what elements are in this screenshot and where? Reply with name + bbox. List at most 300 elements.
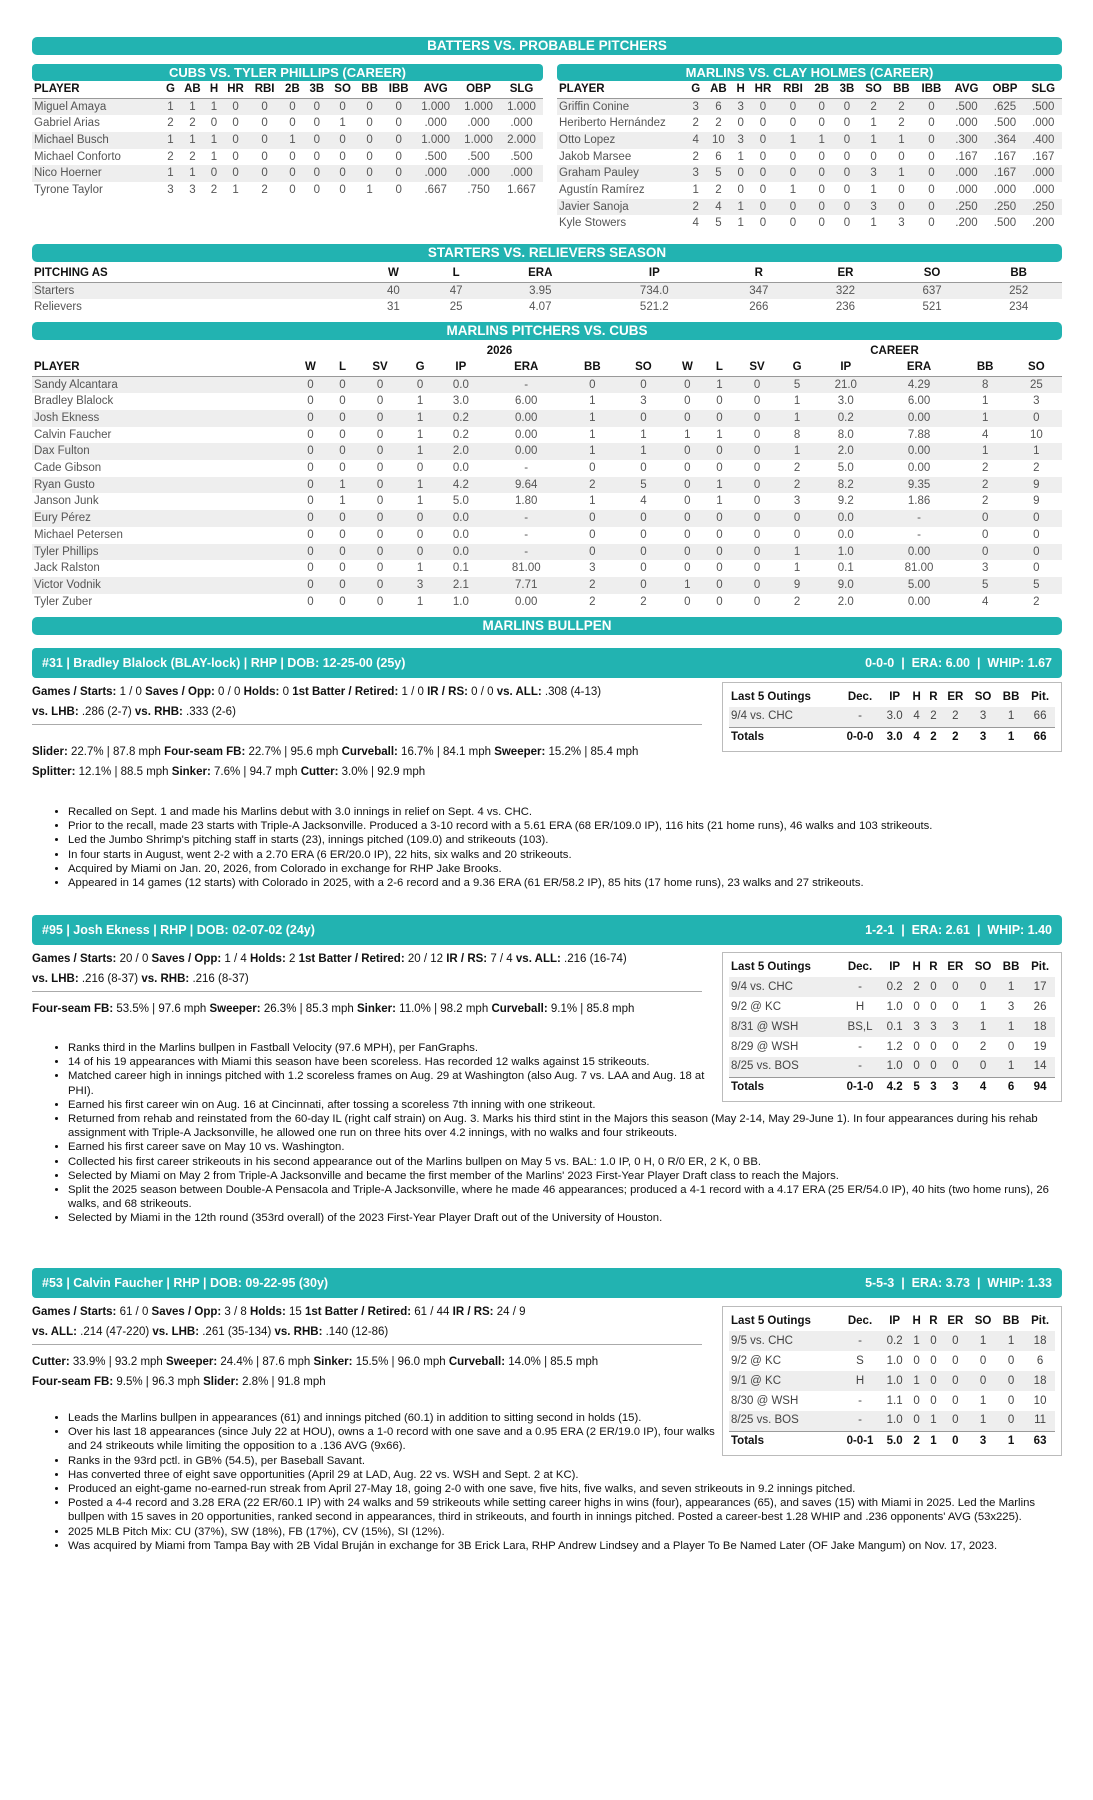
pitchers-vs-cubs-table (32, 342, 1062, 610)
stat-cell: 0 (733, 443, 781, 460)
stat-cell: 0 (567, 544, 618, 561)
stat-cell: 1 (416, 428, 424, 441)
player-name: Michael Busch (32, 132, 162, 149)
stat-cell: 0 (339, 395, 346, 408)
table-row (32, 393, 1062, 410)
outing-cell: 1 (908, 1371, 925, 1391)
stat-cell: .250 (1025, 199, 1062, 216)
stat-cell: 0 (292, 544, 329, 561)
stat-cell: 1 (280, 132, 304, 149)
stat-cell: 0 (753, 595, 761, 608)
column-header: OBP (457, 81, 500, 98)
stat-cell: 0 (818, 117, 825, 130)
divider (32, 1344, 702, 1345)
outing-cell: 0 (908, 1411, 925, 1431)
column-header: PLAYER (32, 359, 292, 376)
stat-cell: 2 (692, 117, 699, 130)
pitcher-notes (32, 1041, 1062, 1226)
stat-cell: 0 (706, 510, 733, 527)
note-item: • Has converted three of eight save opportunities (April 29 at LAD, Aug. 22 vs. WSH and Sept. 2 at KC). (68, 1468, 718, 1482)
player-name: Otto Lopez (557, 132, 687, 149)
separator: | (970, 1276, 988, 1290)
column-header: 2B (809, 81, 834, 98)
stat-value: 1 / 4 (221, 953, 250, 965)
stat-label: Games / Starts: (32, 1306, 117, 1318)
stat-cell: 1 (981, 395, 989, 408)
stat-value: 11.0% | 98.2 mph (395, 1003, 492, 1015)
stat-value: 1 / 0 (398, 686, 428, 698)
stat-label: Curveball: (448, 1356, 506, 1368)
stat-cell: - (524, 462, 529, 475)
column-header: L (425, 265, 488, 282)
stat-cell: .400 (1025, 132, 1062, 149)
note-item: • Leads the Marlins bullpen in appearances (61) and innings pitched (60.1) in addition to sitting second in holds (15). (68, 1411, 718, 1425)
totals-cell: 6 (997, 1077, 1025, 1097)
stat-cell: .250 (948, 199, 986, 216)
stat-cell: 2 (860, 98, 888, 115)
pitcher-id: #53 | Calvin Faucher | RHP | DOB: 09-22-95 (30y) (42, 1276, 329, 1290)
stat-cell: 1 (179, 132, 206, 149)
outing-cell: 4 (908, 707, 925, 727)
column-header: SO (860, 81, 888, 98)
stat-value: .216 (16-74) (560, 953, 627, 965)
note-item: • Ranks in the 93rd pctl. in GB% (54.5), per Baseball Savant. (68, 1454, 718, 1468)
column-header: ER (947, 691, 964, 703)
outing-cell: 2 (979, 1040, 987, 1053)
stat-cell: 0 (567, 510, 618, 527)
stat-cell: 0 (777, 98, 809, 115)
stat-cell: 0 (834, 165, 859, 182)
stat-cell: 0.0 (436, 510, 486, 527)
column-header: SV (356, 359, 404, 376)
table-row (557, 98, 1062, 115)
note-item: • Earned his first career win on Aug. 16 at Cincinnati, after tossing a scoreless 7th inning with one strikeout. (68, 1098, 718, 1112)
stat-label: Sweeper: (494, 746, 546, 758)
stat-cell: 6 (715, 150, 722, 163)
stat-cell: 0 (843, 150, 851, 163)
stat-cell: 0 (733, 477, 781, 494)
column-header: SO (1011, 359, 1062, 376)
stat-cell: 0 (339, 184, 346, 197)
stat-cell: 0 (669, 376, 706, 393)
stat-cell: 2 (640, 595, 647, 608)
stat-cell: 0 (753, 495, 761, 508)
note-item: • Collected his first career strikeouts in his second appearance out of the Marlins bullpen on May 5 vs. BAL: 1.0 IP, 0 H, 0 R/0 ER, 2 K, 0 BB. (68, 1155, 1062, 1169)
stat-cell: 0 (640, 562, 647, 575)
stat-cell: 31 (386, 301, 400, 314)
stat-cell: 637 (889, 282, 976, 299)
player-name: Kyle Stowers (559, 217, 627, 230)
stat-cell: 0 (733, 577, 781, 594)
stat-cell: 2 (167, 117, 174, 130)
stat-cell: .200 (955, 217, 978, 230)
stat-cell: 0 (928, 117, 935, 130)
stat-cell: 2 (887, 98, 915, 115)
stat-cell: 0 (777, 199, 809, 216)
stat-value: 24 / 9 (493, 1306, 526, 1318)
stat-cell: .500 (424, 150, 447, 163)
last-5-header (729, 687, 1055, 707)
stat-cell: 0 (329, 510, 356, 527)
stat-cell: 2 (189, 117, 196, 130)
column-header: G (162, 81, 179, 98)
stat-cell: 1 (781, 544, 813, 561)
stat-cell: 0 (307, 395, 314, 408)
stat-cell: 0 (777, 165, 809, 182)
column-header: ERA (878, 359, 959, 376)
pitch-mix (32, 742, 702, 762)
stat-cell: - (486, 376, 567, 393)
outing-cell: 0 (925, 1371, 942, 1391)
stat-cell: 0 (1011, 410, 1062, 427)
player-name: Starters (32, 282, 362, 299)
player-name: Nico Hoerner (32, 165, 162, 182)
column-header: IP (889, 1315, 901, 1327)
totals-cell: 1 (997, 727, 1025, 747)
outing-cell: 14 (1025, 1057, 1055, 1077)
note-item: • 14 of his 19 appearances with Miami this season have been scoreless. Has recorded 12 walks against 15 strikeouts. (68, 1055, 718, 1069)
table-row (557, 215, 1062, 232)
column-header: W (669, 359, 706, 376)
outing-cell: 19 (1033, 1040, 1047, 1053)
outing-cell: 0 (952, 1394, 959, 1407)
stat-cell: 5.0 (837, 462, 854, 475)
stat-cell: 0 (307, 528, 314, 541)
cubs-vs-table (32, 64, 543, 199)
stat-cell: 0 (292, 410, 329, 427)
totals-cell: 3 (969, 1431, 997, 1451)
stat-label: Sinker: (171, 766, 211, 778)
stat-cell: 0 (289, 184, 296, 197)
stat-value: 7 / 4 (487, 953, 516, 965)
stat-cell: 0 (706, 544, 733, 561)
stat-cell: 0 (292, 510, 329, 527)
stat-cell: .200 (1032, 217, 1055, 230)
stat-label: Cutter: (300, 766, 339, 778)
stat-value: 7.6% | 94.7 mph (210, 766, 301, 778)
stat-cell: 0 (960, 544, 1011, 561)
outing-cell: 10 (1033, 1394, 1047, 1407)
stat-cell: 1 (416, 395, 424, 408)
stat-label: Sinker: (313, 1356, 353, 1368)
stat-cell: 1.000 (457, 98, 500, 115)
player-name: Griffin Conine (557, 98, 687, 115)
record: 1-2-1 (865, 923, 895, 937)
note-item: • Was acquired by Miami from Tampa Bay with 2B Vidal Bruján in exchange for 3B Erick Lara, RHP Andrew Lindsey and a Player To Be Named Later (OF Jake Mangum) on Nov. 17, 2023. (68, 1539, 1062, 1553)
outing-cell: 1 (925, 1411, 942, 1431)
stat-cell: 266 (749, 301, 769, 314)
stat-label: Sweeper: (209, 1003, 261, 1015)
stat-cell: 1 (793, 395, 801, 408)
column-header: IP (813, 359, 878, 376)
pitcher-header (32, 648, 1062, 678)
column-header: G (404, 359, 436, 376)
stat-cell: 1 (793, 562, 801, 575)
column-header: BB (887, 81, 915, 98)
stat-cell: - (917, 528, 921, 541)
note-item: • Posted a 4-4 record and 3.28 ERA (22 ER/60.1 IP) with 24 walks and 59 strikeouts while setting career highs in wins (four), appearances (65), and saves (15) with Miami in 2025. Led the Marlins bullpen with 15 saves in 20 opportunities, ranked second in appearances, third in strikeouts, and fourth in innings pitched. Posted a career-best 1.28 WHIP and .236 opponents' AVG (53x225). (68, 1496, 1062, 1524)
outing-cell: 1.0 (881, 1057, 908, 1077)
stat-cell: 1 (567, 443, 618, 460)
outing-cell: 3 (908, 1017, 925, 1037)
stat-cell: 0 (706, 577, 733, 594)
stat-cell: 0 (404, 510, 436, 527)
stat-cell: 1 (860, 132, 888, 149)
stat-cell: 5.00 (878, 577, 959, 594)
stat-cell: 0.00 (878, 410, 959, 427)
stat-cell: 0 (307, 428, 314, 441)
stat-cell: 0 (684, 528, 691, 541)
career-label: CAREER (870, 344, 919, 357)
stat-cell: 1.80 (515, 495, 538, 508)
whip: WHIP: 1.40 (987, 923, 1052, 937)
outing-cell: H (855, 1000, 865, 1013)
column-header: IP (889, 691, 901, 703)
outing-cell: 0 (913, 1394, 920, 1407)
stat-cell: 1.000 (457, 132, 500, 149)
stat-cell: 2.1 (436, 577, 486, 594)
stat-cell: 0 (307, 495, 314, 508)
stat-cell: 0 (669, 510, 706, 527)
stat-cell: 0 (356, 477, 404, 494)
outing-cell: 1 (997, 707, 1025, 727)
stat-cell: 252 (975, 282, 1062, 299)
stat-cell: 40 (362, 282, 425, 299)
separator: | (894, 656, 912, 670)
pitcher-id: #31 | Bradley Blalock (BLAY-lock) | RHP | DOB: 12-25-00 (25y) (42, 656, 406, 670)
stat-cell: 0 (887, 199, 915, 216)
stat-cell: 0 (834, 98, 859, 115)
table-row (32, 165, 543, 182)
player-name: Sandy Alcantara (32, 376, 292, 393)
stat-label: vs. ALL: (515, 953, 561, 965)
stat-label: Saves / Opp: (151, 1306, 222, 1318)
outing-row (729, 977, 1055, 997)
stat-label: Games / Starts: (32, 953, 117, 965)
stat-cell: 0 (289, 117, 296, 130)
stat-cell: 0 (329, 98, 356, 115)
stat-cell: 5.0 (452, 495, 469, 508)
stat-cell: 0 (706, 410, 733, 427)
section-header-pitchers-vs-cubs: MARLINS PITCHERS VS. CUBS (32, 322, 1062, 340)
stat-cell: 0 (818, 150, 825, 163)
stat-label: vs. LHB: (32, 706, 79, 718)
stat-cell: 0 (733, 510, 781, 527)
stat-value: 9.5% | 96.3 mph (113, 1376, 204, 1388)
stat-cell: 0 (339, 595, 346, 608)
column-header: Dec. (847, 1315, 873, 1327)
outing-cell: 9/1 @ KC (729, 1371, 839, 1391)
stat-cell: 1.0 (813, 544, 878, 561)
stat-cell: 9 (1033, 495, 1040, 508)
table-row (32, 544, 1062, 561)
stat-cell: 1.000 (500, 98, 543, 115)
outing-cell: 9/5 vs. CHC (729, 1331, 839, 1351)
stat-cell: 0 (329, 410, 356, 427)
stat-cell: 1 (887, 132, 915, 149)
player-name: Jakob Marsee (559, 150, 632, 163)
stat-value: 1 / 0 (116, 686, 146, 698)
outing-cell: 1 (979, 1000, 987, 1013)
stat-cell: 0 (339, 562, 346, 575)
section-header-starters-relievers: STARTERS VS. RELIEVERS SEASON (32, 244, 1062, 262)
stat-cell: 234 (1009, 301, 1029, 314)
outing-cell: 0 (942, 1057, 969, 1077)
stat-cell: 0 (329, 376, 356, 393)
last-5-header (729, 1311, 1055, 1331)
note-item: • Matched career high in innings pitched with 1.2 scoreless frames on Aug. 29 at Washington (also Aug. 7 vs. LAA and Aug. 18 at PHI). (68, 1069, 718, 1097)
stat-cell: .000 (955, 184, 978, 197)
stat-cell: 1 (809, 132, 834, 149)
stat-cell: 1 (870, 184, 877, 197)
stat-cell: 0 (232, 150, 239, 163)
stat-cell: 0.0 (452, 462, 469, 475)
outing-cell: 0 (952, 1000, 959, 1013)
outing-cell: 1 (969, 1017, 997, 1037)
stat-cell: 0.1 (837, 562, 854, 575)
outing-cell: S (856, 1354, 864, 1367)
pitch-mix (32, 1372, 702, 1392)
note-item: • Prior to the recall, made 23 starts with Triple-A Jacksonville. Produced a 3-10 record with a 5.61 ERA (68 ER/109.0 IP), 116 hits (21 home runs), 46 walks and 103 strikeouts. (68, 819, 1062, 833)
stat-cell: 1 (206, 132, 222, 149)
stat-cell: 0 (329, 544, 356, 561)
stat-cell: 0 (329, 165, 356, 182)
column-header: BB (975, 265, 1062, 282)
stat-cell: 1 (339, 117, 346, 130)
outing-cell: BS,L (839, 1017, 881, 1037)
stat-value: .216 (8-37) (78, 973, 142, 985)
column-header: IBB (383, 81, 414, 98)
outing-row (729, 1391, 1055, 1411)
table-row (32, 427, 1062, 444)
stat-cell: 0.00 (486, 410, 567, 427)
stat-cell: 0 (366, 150, 373, 163)
stat-cell: 4 (687, 132, 705, 149)
stat-cell: 0 (383, 98, 414, 115)
stat-label: Sinker: (356, 1003, 396, 1015)
outing-cell: 0 (952, 1354, 959, 1367)
stat-value: 22.7% | 87.8 mph (67, 746, 165, 758)
column-header: Pit. (1031, 961, 1050, 973)
stat-cell: 0 (395, 117, 402, 130)
stat-cell: 47 (425, 282, 488, 299)
outing-cell: 3 (1007, 1000, 1015, 1013)
column-header: AB (179, 81, 206, 98)
stat-cell: 3 (898, 217, 905, 230)
usage-stats (32, 682, 702, 702)
stat-cell: 0 (733, 544, 781, 561)
stat-cell: 0 (292, 577, 329, 594)
split-stats (32, 702, 702, 722)
outing-cell: 1 (997, 1017, 1025, 1037)
totals-cell: 0-0-1 (839, 1431, 881, 1451)
column-header: SO (974, 691, 992, 703)
stat-cell: 0 (210, 117, 218, 130)
stat-cell: 0 (376, 462, 384, 475)
stat-cell: 6.00 (907, 395, 931, 408)
column-header: RBI (249, 81, 280, 98)
stat-cell: 2.0 (813, 443, 878, 460)
stat-cell: 1 (789, 184, 797, 197)
column-header: BB (567, 359, 618, 376)
stat-cell: 2 (715, 117, 722, 130)
stat-cell: 1 (162, 98, 179, 115)
split-stats (32, 1322, 702, 1342)
column-header: SV (733, 359, 781, 376)
stat-cell: 0 (249, 98, 280, 115)
column-header: SO (618, 359, 669, 376)
stat-cell: .000 (948, 165, 986, 182)
outing-cell: 3 (942, 1017, 969, 1037)
stat-cell: 1 (404, 477, 436, 494)
pitcher-id: #95 | Josh Ekness | RHP | DOB: 02-07-02 (24y) (42, 923, 315, 937)
era: ERA: 3.73 (911, 1276, 970, 1290)
stat-cell: 0 (356, 132, 383, 149)
stat-cell: 1 (960, 443, 1011, 460)
outing-row (729, 1371, 1055, 1391)
outing-cell: 2 (925, 707, 942, 727)
stat-cell: 0 (669, 477, 706, 494)
stat-cell: 0 (589, 462, 596, 475)
stat-cell: 0 (261, 150, 268, 163)
stat-cell: 1 (706, 477, 733, 494)
stat-label: vs. LHB: (32, 973, 79, 985)
note-item: • In four starts in August, went 2-2 with a 2.70 ERA (6 ER/20.0 IP), 22 hits, six walks and 20 strikeouts. (68, 848, 1062, 862)
note-item: • Led the Jumbo Shrimp's pitching staff in starts (23), innings pitched (109.0) and strikeouts (103). (68, 833, 1062, 847)
column-header: AVG (414, 81, 457, 98)
section-header-bvp: BATTERS VS. PROBABLE PITCHERS (32, 37, 1062, 55)
stat-cell: 0 (339, 428, 346, 441)
stat-cell: .167 (955, 150, 978, 163)
column-header: BB (1002, 691, 1020, 703)
stat-label: Curveball: (491, 1003, 548, 1015)
note-item: • Acquired by Miami on Jan. 20, 2026, from Colorado in exchange for RHP Jake Brooks. (68, 862, 1062, 876)
column-header: H (912, 1315, 921, 1327)
stat-label: Slider: (32, 746, 68, 758)
table-row (32, 477, 1062, 494)
column-header: H (732, 81, 749, 98)
stat-cell: 3.95 (487, 282, 593, 299)
stat-cell: 9 (1011, 477, 1062, 494)
stat-value: 53.5% | 97.6 mph (113, 1003, 210, 1015)
stat-cell: 4 (981, 428, 989, 441)
stat-cell: 0 (737, 117, 744, 130)
stat-cell: 3 (732, 98, 749, 115)
pitch-mix (32, 762, 702, 782)
stat-cell: 0.0 (436, 376, 486, 393)
stat-cell: 0.00 (486, 443, 567, 460)
stat-cell: 0 (1011, 510, 1062, 527)
stat-cell: 1 (210, 150, 218, 163)
stat-cell: 1 (339, 495, 346, 508)
stat-cell: 2 (567, 577, 618, 594)
stat-cell: 0 (732, 165, 749, 182)
stat-label: Four-seam FB: (32, 1376, 114, 1388)
stat-cell: 1 (589, 428, 596, 441)
whip: WHIP: 1.33 (987, 1276, 1052, 1290)
outing-cell: 18 (1025, 1017, 1055, 1037)
stat-cell: .250 (985, 199, 1024, 216)
column-header: HR (749, 81, 777, 98)
stat-cell: 9 (781, 577, 813, 594)
outing-cell: 3 (925, 1017, 942, 1037)
totals-cell: Totals (729, 727, 839, 747)
stat-value: 16.7% | 84.1 mph (397, 746, 495, 758)
stat-cell: 0.2 (813, 410, 878, 427)
outing-cell: 1.0 (881, 1411, 908, 1431)
player-name: Michael Conforto (34, 150, 121, 163)
stat-cell: 3 (640, 395, 647, 408)
